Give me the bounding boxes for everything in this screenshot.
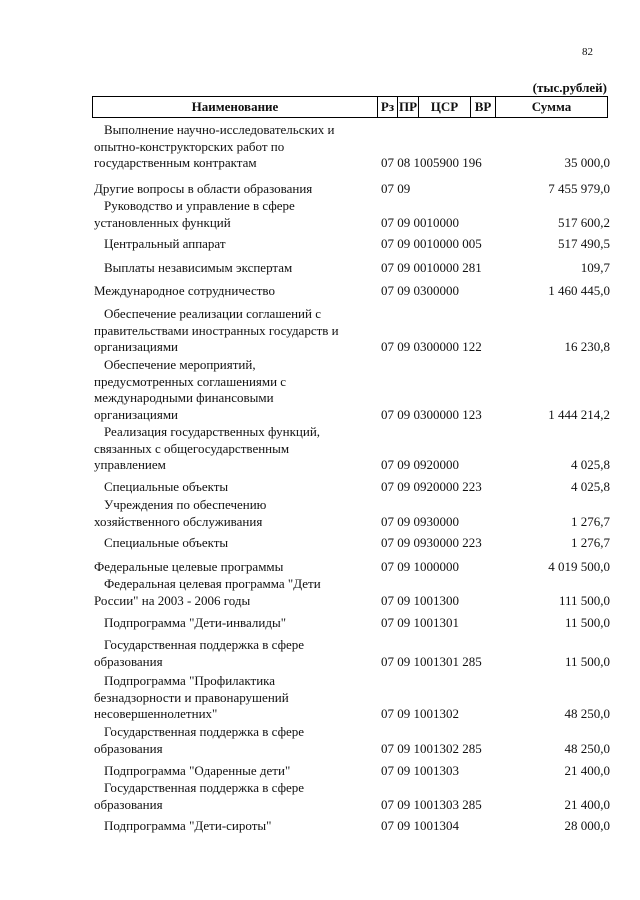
table-row [0, 424, 640, 474]
row-name-line: Подпрограмма "Дети-сироты" [104, 818, 272, 833]
row-codes: 07 09 0300000 122 [381, 339, 482, 354]
row-name-line: образования [94, 796, 163, 812]
row-name-line: управлением [94, 457, 166, 472]
table-row [0, 198, 640, 231]
row-name-line: организациями [94, 339, 178, 354]
column-header-name: Наименование [93, 97, 378, 117]
row-codes: 07 09 1001304 [381, 818, 459, 833]
row-name-line: Реализация государственных функций, [104, 424, 321, 439]
row-name [94, 306, 379, 356]
row-codes: 07 09 1001302 [381, 706, 459, 721]
row-codes: 07 09 1001303 [381, 763, 459, 778]
row-amount: 21 400,0 [564, 796, 610, 812]
row-codes: 07 09 1000000 [381, 559, 459, 574]
row-name-line: безнадзорности и правонарушений [94, 689, 289, 705]
units-label: (тыс.рублей) [532, 80, 607, 95]
row-name [94, 357, 379, 423]
row-amount: 21 400,0 [564, 763, 610, 778]
row-name-line: хозяйственного обслуживания [94, 513, 263, 529]
row-name [94, 497, 379, 530]
table-row [0, 576, 640, 609]
row-codes: 07 09 0920000 223 [381, 479, 482, 494]
row-amount: 1 444 214,2 [548, 406, 610, 422]
row-codes: 07 09 0930000 [381, 513, 459, 529]
row-codes: 07 09 0010000 281 [381, 260, 482, 275]
row-amount: 7 455 979,0 [548, 181, 610, 196]
row-name [94, 780, 379, 813]
table-header [92, 96, 608, 118]
row-name-line: Выполнение научно-исследовательских и [104, 122, 335, 137]
table-row [0, 673, 640, 723]
row-name-line: Руководство и управление в сфере [104, 198, 295, 213]
column-header-csr: ЦСР [419, 97, 471, 117]
row-name-line: Государственная поддержка в сфере [104, 780, 305, 795]
table-row [0, 122, 640, 172]
table-row [0, 780, 640, 813]
row-name [94, 181, 379, 198]
table-row [0, 283, 640, 300]
table-row [0, 535, 640, 552]
page-number: 82 [582, 46, 593, 58]
row-name-line: Международное сотрудничество [94, 283, 275, 298]
row-amount: 517 490,5 [558, 236, 610, 251]
row-name-line: Учреждения по обеспечению [104, 497, 267, 512]
row-name [94, 559, 379, 576]
row-amount: 1 276,7 [571, 513, 610, 529]
row-name-line: организациями [94, 406, 178, 422]
row-amount: 111 500,0 [558, 592, 610, 608]
row-name [94, 198, 379, 231]
row-name-line: Обеспечение мероприятий, [104, 357, 256, 372]
row-codes: 07 09 [381, 181, 411, 196]
row-amount: 4 025,8 [571, 457, 610, 472]
row-name [94, 283, 379, 300]
table-row [0, 260, 640, 277]
row-name-line: Федеральные целевые программы [94, 559, 284, 574]
row-codes: 07 08 1005900 196 [381, 155, 482, 170]
row-codes: 07 09 0300000 123 [381, 406, 482, 422]
row-name-line: правительствами иностранных государств и [94, 322, 339, 338]
row-name-line: Государственная поддержка в сфере [104, 724, 305, 739]
row-name-line: государственным контрактам [94, 155, 257, 170]
column-header-sum: Сумма [531, 99, 572, 114]
row-codes: 07 09 0930000 223 [381, 535, 482, 550]
row-name-line: опытно-конструкторских работ по [94, 138, 285, 154]
row-name [94, 236, 379, 253]
row-name-line: Специальные объекты [104, 479, 229, 494]
row-amount: 109,7 [580, 260, 610, 275]
row-codes: 07 09 0920000 [381, 457, 459, 472]
row-name-line: Выплаты независимым экспертам [104, 260, 293, 275]
row-amount: 35 000,0 [564, 155, 610, 170]
table-row [0, 181, 640, 198]
column-header-rz: Рз [378, 97, 398, 117]
row-name [94, 122, 379, 172]
table-row [0, 306, 640, 356]
row-name [94, 724, 379, 757]
row-name-line: Другие вопросы в области образования [94, 181, 313, 196]
row-name-line: образования [94, 740, 163, 756]
table-row [0, 479, 640, 496]
table-row [0, 497, 640, 530]
table-row [0, 236, 640, 253]
row-codes: 07 09 1001300 [381, 592, 459, 608]
row-amount: 1 460 445,0 [548, 283, 610, 298]
row-amount: 48 250,0 [564, 740, 610, 756]
row-name [94, 673, 379, 723]
row-amount: 48 250,0 [564, 706, 610, 721]
row-name [94, 637, 379, 670]
row-amount: 16 230,8 [564, 339, 610, 354]
table-row [0, 818, 640, 835]
row-name-line: связанных с общегосударственным [94, 440, 290, 456]
table-row [0, 615, 640, 632]
row-amount: 4 019 500,0 [548, 559, 610, 574]
row-amount: 517 600,2 [558, 214, 610, 230]
row-codes: 07 09 0010000 [381, 214, 459, 230]
column-header-pr: ПР [398, 97, 419, 117]
row-name [94, 763, 379, 780]
row-name-line: Центральный аппарат [104, 236, 226, 251]
row-amount: 1 276,7 [571, 535, 610, 550]
row-codes: 07 09 1001301 [381, 615, 459, 630]
row-name-line: Подпрограмма "Одаренные дети" [104, 763, 291, 778]
table-row [0, 559, 640, 576]
row-name-line: международными финансовыми [94, 390, 274, 405]
table-row [0, 763, 640, 780]
row-amount: 11 500,0 [564, 653, 610, 669]
row-name [94, 260, 379, 277]
row-name-line: несовершеннолетних" [94, 706, 218, 721]
row-codes: 07 09 0010000 005 [381, 236, 482, 251]
row-amount: 11 500,0 [564, 615, 610, 630]
row-name-line: установленных функций [94, 214, 231, 230]
table-row [0, 637, 640, 670]
row-name-line: Федеральная целевая программа "Дети [104, 576, 321, 591]
row-amount: 4 025,8 [571, 479, 610, 494]
row-name [94, 424, 379, 474]
table-row [0, 357, 640, 423]
row-codes: 07 09 0300000 [381, 283, 459, 298]
row-name-line: предусмотренных соглашениями с [94, 373, 287, 389]
row-name-line: Обеспечение реализации соглашений с [104, 306, 321, 321]
row-name-line: Государственная поддержка в сфере [104, 637, 305, 652]
row-codes: 07 09 1001302 285 [381, 740, 482, 756]
row-codes: 07 09 1001303 285 [381, 796, 482, 812]
row-amount: 28 000,0 [564, 818, 610, 833]
row-name [94, 818, 379, 835]
row-name-line: Специальные объекты [104, 535, 229, 550]
row-name-line: России" на 2003 - 2006 годы [94, 592, 251, 608]
row-name [94, 479, 379, 496]
row-name [94, 535, 379, 552]
row-name-line: образования [94, 653, 163, 669]
row-name-line: Подпрограмма "Профилактика [104, 673, 276, 688]
column-header-vr: ВР [471, 97, 496, 117]
table-row [0, 724, 640, 757]
row-name [94, 576, 379, 609]
row-name [94, 615, 379, 632]
row-name-line: Подпрограмма "Дети-инвалиды" [104, 615, 287, 630]
row-codes: 07 09 1001301 285 [381, 653, 482, 669]
